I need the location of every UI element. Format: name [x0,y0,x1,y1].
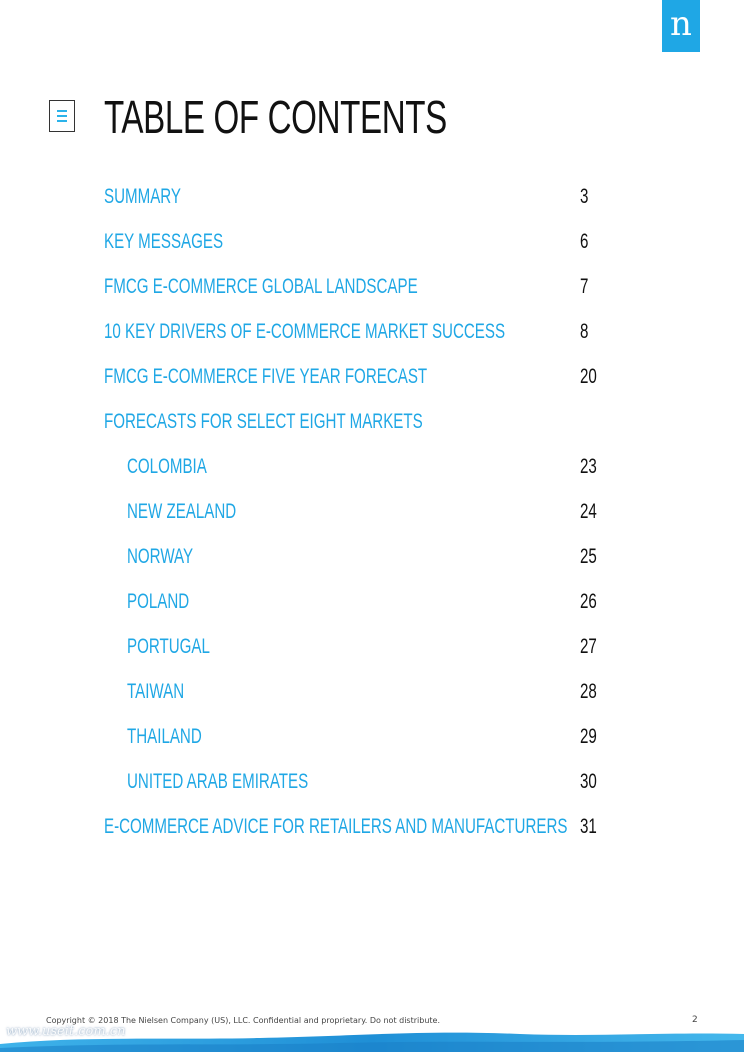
toc-entry-page-number: 23 [580,455,597,478]
toc-entry-label[interactable]: FORECASTS FOR SELECT EIGHT MARKETS [104,410,423,433]
toc-list [0,177,744,852]
toc-entry-page-number: 6 [580,230,589,253]
toc-entry-label[interactable]: E-COMMERCE ADVICE FOR RETAILERS AND MANUFACTURERS [104,815,568,838]
toc-entry[interactable] [0,267,744,312]
copyright-notice: Copyright © 2018 The Nielsen Company (US), LLC. Confidential and proprietary. Do not distribute. [46,1016,440,1025]
toc-entry[interactable] [0,672,744,717]
toc-entry[interactable] [0,447,744,492]
toc-entry[interactable] [0,492,744,537]
document-list-icon [49,100,75,132]
toc-entry-page-number: 3 [580,185,589,208]
toc-entry[interactable] [0,402,744,447]
toc-entry-page-number: 20 [580,365,597,388]
toc-entry-label[interactable]: TAIWAN [127,680,185,703]
toc-entry-page-number: 26 [580,590,597,613]
toc-entry-page-number: 29 [580,725,597,748]
nielsen-logo [662,0,700,52]
logo-letter: n [670,4,692,44]
toc-entry-page-number: 24 [580,500,597,523]
toc-entry-page-number: 8 [580,320,589,343]
toc-entry-label[interactable]: 10 KEY DRIVERS OF E-COMMERCE MARKET SUCCESS [104,320,506,343]
toc-entry-page-number: 28 [580,680,597,703]
toc-entry-label[interactable]: FMCG E-COMMERCE FIVE YEAR FORECAST [104,365,428,388]
toc-entry-label[interactable]: PORTUGAL [127,635,210,658]
toc-entry[interactable] [0,177,744,222]
toc-entry-label[interactable]: SUMMARY [104,185,182,208]
toc-entry-label[interactable]: UNITED ARAB EMIRATES [127,770,309,793]
toc-entry[interactable] [0,312,744,357]
page-number: 2 [692,1015,698,1025]
toc-entry-page-number: 27 [580,635,597,658]
toc-entry[interactable] [0,762,744,807]
toc-entry-page-number: 7 [580,275,589,298]
watermark: www.useit.com.cn [6,1024,126,1039]
toc-entry-label[interactable]: NORWAY [127,545,194,568]
toc-entry[interactable] [0,582,744,627]
toc-entry-label[interactable]: POLAND [127,590,190,613]
toc-entry[interactable] [0,537,744,582]
page-title: TABLE OF CONTENTS [104,91,447,143]
toc-entry[interactable] [0,357,744,402]
toc-entry-label[interactable]: KEY MESSAGES [104,230,224,253]
toc-entry-label[interactable]: THAILAND [127,725,202,748]
toc-entry-page-number: 25 [580,545,597,568]
toc-entry-page-number: 30 [580,770,597,793]
toc-entry[interactable] [0,222,744,267]
toc-entry-label[interactable]: COLOMBIA [127,455,207,478]
toc-entry[interactable] [0,807,744,852]
toc-entry-label[interactable]: FMCG E-COMMERCE GLOBAL LANDSCAPE [104,275,418,298]
toc-entry[interactable] [0,717,744,762]
toc-entry[interactable] [0,627,744,672]
toc-entry-page-number: 31 [580,815,597,838]
toc-entry-label[interactable]: NEW ZEALAND [127,500,237,523]
